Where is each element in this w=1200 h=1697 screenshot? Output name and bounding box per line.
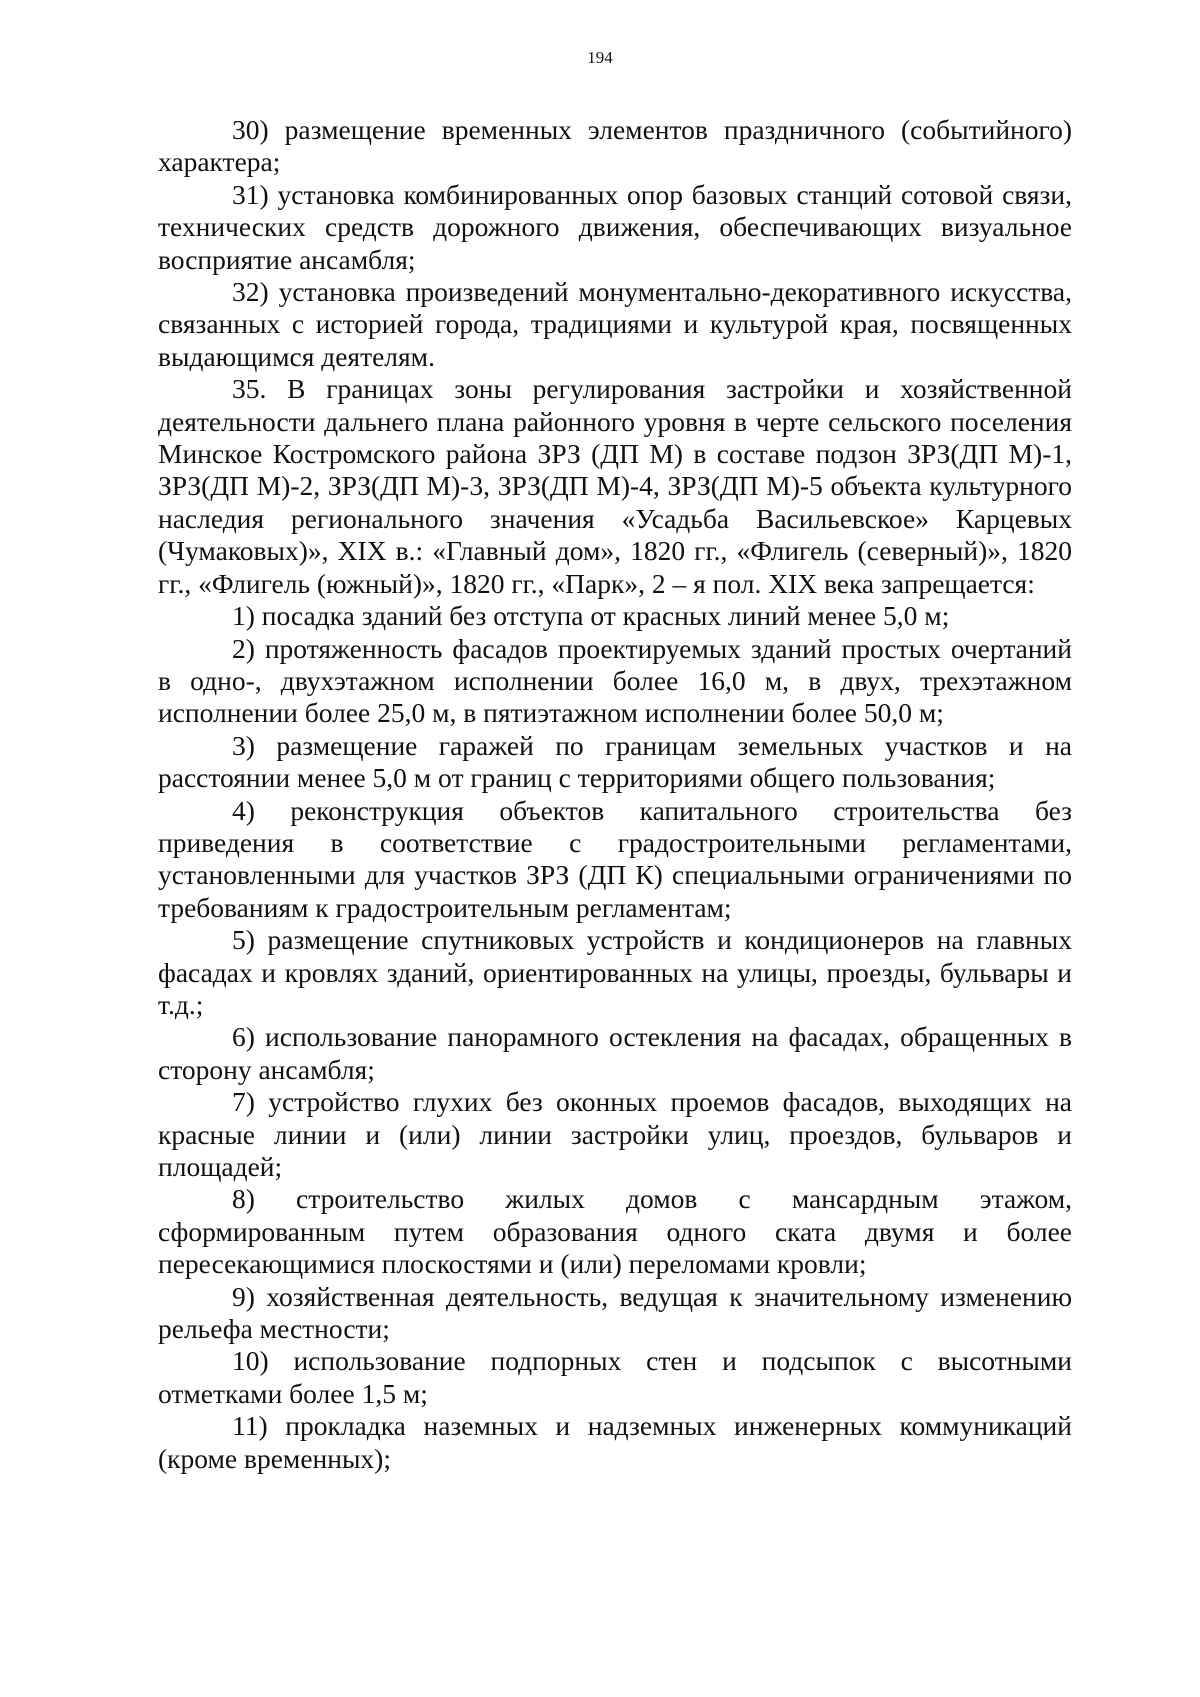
- list-item-8: 8) строительство жилых домов с мансардным этажом, сформированным путем образования одного ската двумя и более пересекающимися плоскостями и (или) переломами кровли;: [158, 1183, 1072, 1280]
- list-item-32: 32) установка произведений монументально-декоративного искусства, связанных с историей города, традициями и культурой края, посвященных выдающимся деятелям.: [158, 276, 1072, 372]
- section-35-paragraph: 35. В границах зоны регулирования застройки и хозяйственной деятельности дальнего плана районного уровня в черте сельского поселения Минское Костромского района ЗРЗ (ДП М) в составе подзон ЗРЗ(ДП М)-1, ЗРЗ(ДП М)-2, ЗРЗ(ДП М)-3, ЗРЗ(ДП М)-4, ЗРЗ(ДП М)-5 объекта культурного наследия регионального значения «Усадьба Васильевское» Карцевых (Чумаковых)», XIX в.: «Главный дом», 1820 гг., «Флигель (северный)», 1820 гг., «Флигель (южный)», 1820 гг., «Парк», 2 – я пол. XIX века запрещается:: [158, 373, 1072, 599]
- list-item-30: 30) размещение временных элементов праздничного (событийного) характера;: [158, 114, 1072, 178]
- list-item-3: 3) размещение гаражей по границам земельных участков и на расстоянии менее 5,0 м от границ с территориями общего пользования;: [158, 729, 1072, 794]
- list-item-1: 1) посадка зданий без отступа от красных линий менее 5,0 м;: [232, 600, 950, 632]
- list-item-7: 7) устройство глухих без оконных проемов фасадов, выходящих на красные линии и (или) линии застройки улиц, проездов, бульваров и площадей;: [158, 1086, 1072, 1182]
- list-item-2: 2) протяженность фасадов проектируемых зданий простых очертаний в одно-, двухэтажном исполнении более 16,0 м, в двух, трехэтажном исполнении более 25,0 м, в пятиэтажном исполнении более 50,0 м;: [158, 632, 1072, 729]
- list-item-11: 11) прокладка наземных и надземных инженерных коммуникаций (кроме временных);: [158, 1410, 1072, 1474]
- list-item-9: 9) хозяйственная деятельность, ведущая к значительному изменению рельефа местности;: [158, 1280, 1072, 1345]
- list-item-10: 10) использование подпорных стен и подсыпок с высотными отметками более 1,5 м;: [158, 1345, 1072, 1409]
- document-body: [158, 114, 1072, 1475]
- list-item-4: 4) реконструкция объектов капитального строительства без приведения в соответствие с градостроительными регламентами, установленными для участков ЗРЗ (ДП К) специальными ограничениями по требованиям к градостроительным регламентам;: [158, 794, 1072, 923]
- list-item-6: 6) использование панорамного остекления на фасадах, обращенных в сторону ансамбля;: [158, 1021, 1072, 1085]
- page-number: 194: [587, 48, 613, 67]
- list-item-5: 5) размещение спутниковых устройств и кондиционеров на главных фасадах и кровлях зданий, ориентированных на улицы, проезды, бульвары и т.д.;: [158, 924, 1072, 1020]
- list-item-31: 31) установка комбинированных опор базовых станций сотовой связи, технических средств дорожного движения, обеспечивающих визуальное восприятие ансамбля;: [158, 178, 1072, 275]
